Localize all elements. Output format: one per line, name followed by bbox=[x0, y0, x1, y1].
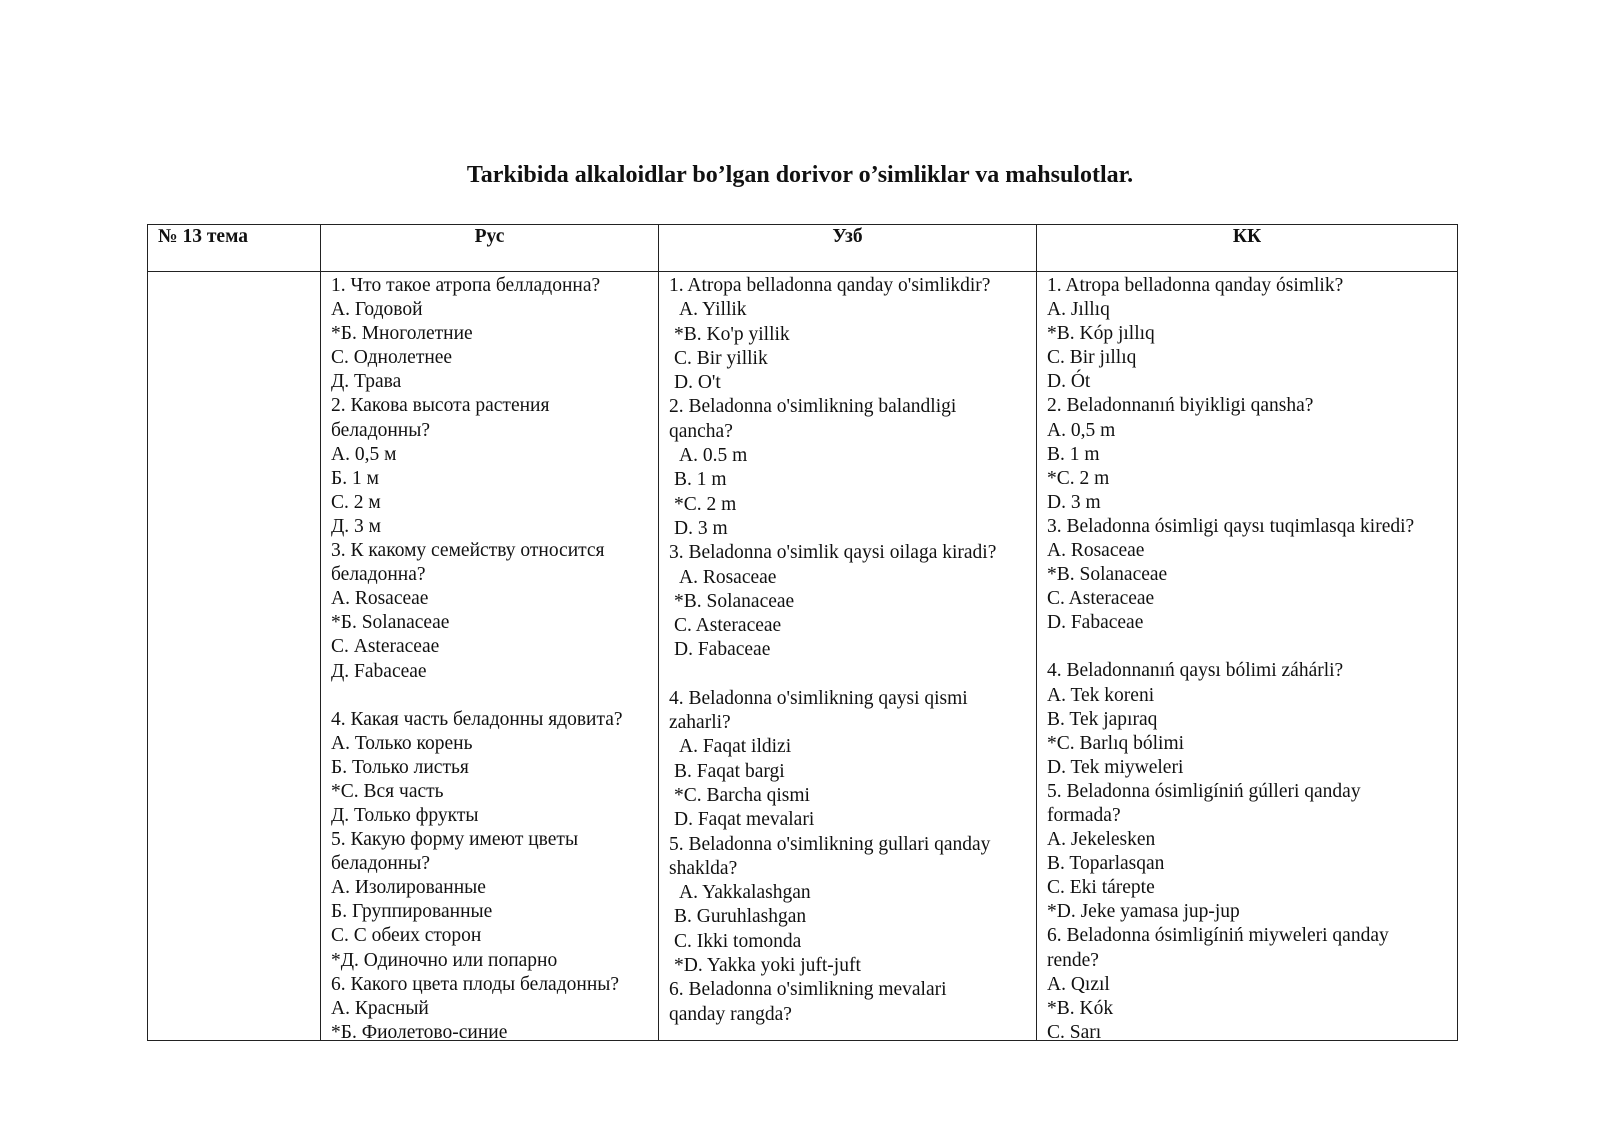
answer-option: Б. Группированные bbox=[331, 901, 493, 923]
blank-line bbox=[1047, 635, 1453, 659]
question-line: rende? bbox=[1047, 949, 1099, 971]
answer-option: *D. Jeke yamasa jup-jup bbox=[1047, 901, 1240, 923]
answer-option: A. Faqat ildizi bbox=[679, 736, 792, 758]
question-line: 2. Какова высота растения bbox=[331, 395, 550, 417]
header-russian: Рус bbox=[321, 225, 659, 272]
russian-questions bbox=[321, 272, 658, 1040]
header-topic: № 13 тема bbox=[148, 225, 321, 272]
answer-option: Д. Fabaceae bbox=[331, 660, 427, 682]
question-line: 5. Beladonna o'simlikning gullari qanday bbox=[669, 833, 991, 855]
question-line: 4. Beladonna o'simlikning qaysi qismi bbox=[669, 687, 968, 709]
question-line: 4. Какая часть беладонны ядовита? bbox=[331, 708, 623, 730]
answer-option: *C. 2 m bbox=[674, 493, 737, 515]
question-line: беладонны? bbox=[331, 853, 431, 875]
question-line: 1. Что такое атропа белладонна? bbox=[331, 275, 601, 296]
answer-option: *B. Ko'p yillik bbox=[674, 323, 790, 345]
question-line: 5. Какую форму имеют цветы bbox=[331, 829, 579, 851]
answer-option: C. Asteraceae bbox=[674, 615, 782, 637]
answer-option: А. Rosaceae bbox=[331, 588, 429, 610]
answer-option: *B. Kók bbox=[1047, 997, 1114, 1019]
question-line: 1. Atropa belladonna qanday o'simlikdir? bbox=[669, 275, 991, 296]
answer-option: A. Rosaceae bbox=[679, 566, 777, 588]
answer-option: B. 1 m bbox=[674, 469, 727, 491]
answer-option: А. Годовой bbox=[331, 299, 423, 321]
question-line: 6. Какого цвета плоды беладонны? bbox=[331, 973, 620, 995]
question-line: qancha? bbox=[669, 420, 733, 442]
answer-option: *C. Barlıq bólimi bbox=[1047, 732, 1185, 754]
answer-option: B. Tek japıraq bbox=[1047, 708, 1158, 730]
question-line: 6. Beladonna ósimligíniń miyweleri qanday bbox=[1047, 925, 1389, 947]
uzbek-column-cell bbox=[659, 272, 1037, 1041]
question-line: 1. Atropa belladonna qanday ósimlik? bbox=[1047, 275, 1344, 296]
question-line: беладонны? bbox=[331, 419, 431, 441]
answer-option: A. Tek koreni bbox=[1047, 684, 1155, 706]
answer-option: D. Ót bbox=[1047, 371, 1091, 393]
question-line: 2. Beladonnanıń biyikligi qansha? bbox=[1047, 395, 1314, 417]
table-header-row bbox=[148, 225, 1458, 272]
header-karakalpak: КК bbox=[1037, 225, 1458, 272]
answer-option: *Б. Solanaceae bbox=[331, 612, 450, 634]
answer-option: D. 3 m bbox=[674, 517, 728, 539]
answer-option: D. Faqat mevalari bbox=[674, 809, 815, 831]
answer-option: А. 0,5 м bbox=[331, 443, 397, 465]
answer-option: А. Красный bbox=[331, 997, 429, 1019]
question-line: 3. К какому семейству относится bbox=[331, 540, 605, 562]
answer-option: B. 1 m bbox=[1047, 443, 1100, 465]
answer-option: *B. Kóp jıllıq bbox=[1047, 323, 1155, 345]
answer-option: С. 2 м bbox=[331, 491, 381, 513]
table-body-row bbox=[148, 272, 1458, 1041]
karakalpak-questions bbox=[1037, 272, 1457, 1040]
question-line: беладонна? bbox=[331, 564, 426, 586]
answer-option: *Б. Многолетние bbox=[331, 323, 473, 345]
answer-option: Б. 1 м bbox=[331, 467, 379, 489]
header-uzbek: Узб bbox=[659, 225, 1037, 272]
answer-option: B. Guruhlashgan bbox=[674, 906, 807, 928]
answer-option: *С. Вся часть bbox=[331, 780, 444, 802]
question-line: 3. Beladonna o'simlik qaysi oilaga kiradi? bbox=[669, 542, 997, 564]
quiz-table bbox=[147, 224, 1458, 1041]
answer-option: C. Asteraceae bbox=[1047, 588, 1155, 610]
answer-option: D. 3 m bbox=[1047, 491, 1101, 513]
answer-option: D. Fabaceae bbox=[1047, 612, 1144, 634]
answer-option: *B. Solanaceae bbox=[674, 590, 795, 612]
question-line: zaharli? bbox=[669, 712, 731, 734]
answer-option: Д. Трава bbox=[331, 371, 402, 393]
uzbek-questions bbox=[659, 272, 1036, 1040]
karakalpak-column-cell bbox=[1037, 272, 1458, 1041]
answer-option: D. Tek miyweleri bbox=[1047, 756, 1184, 778]
question-line: 4. Beladonnanıń qaysı bólimi záhárli? bbox=[1047, 660, 1344, 682]
answer-option: *C. 2 m bbox=[1047, 467, 1110, 489]
question-line: 2. Beladonna o'simlikning balandligi bbox=[669, 396, 957, 418]
answer-option: C. Bir jıllıq bbox=[1047, 347, 1137, 369]
answer-option: B. Faqat bargi bbox=[674, 760, 785, 782]
russian-column-cell bbox=[321, 272, 659, 1041]
answer-option: С. С обеих сторон bbox=[331, 925, 482, 947]
question-line: formada? bbox=[1047, 804, 1121, 826]
answer-option: А. Только корень bbox=[331, 732, 473, 754]
answer-option: *D. Yakka yoki juft-juft bbox=[674, 955, 861, 977]
answer-option: С. Asteraceae bbox=[331, 636, 440, 658]
answer-option: А. Изолированные bbox=[331, 877, 486, 899]
answer-option: Б. Только листья bbox=[331, 756, 469, 778]
answer-option: С. Однолетнее bbox=[331, 347, 453, 369]
answer-option: A. Rosaceae bbox=[1047, 540, 1145, 562]
question-line: 3. Beladonna ósimligi qaysı tuqimlasqa kiredi? bbox=[1047, 515, 1415, 537]
answer-option: A. Jıllıq bbox=[1047, 299, 1110, 321]
answer-option: C. Sarı bbox=[1047, 1021, 1102, 1040]
answer-option: *B. Solanaceae bbox=[1047, 564, 1168, 586]
answer-option: C. Eki tárepte bbox=[1047, 877, 1155, 899]
answer-option: A. Qızıl bbox=[1047, 973, 1110, 995]
question-line: qanday rangda? bbox=[669, 1003, 792, 1025]
blank-line bbox=[331, 684, 654, 708]
document-title: Tarkibida alkaloidlar bo’lgan dorivor o’simliklar va mahsulotlar. bbox=[466, 162, 1134, 188]
answer-option: D. Fabaceae bbox=[674, 639, 771, 661]
answer-option: A. 0,5 m bbox=[1047, 419, 1116, 441]
answer-option: Д. 3 м bbox=[331, 515, 382, 537]
question-line: shaklda? bbox=[669, 857, 738, 879]
answer-option: *Д. Одиночно или попарно bbox=[331, 949, 558, 971]
answer-option: A. 0.5 m bbox=[679, 445, 748, 467]
question-line: 6. Beladonna o'simlikning mevalari bbox=[669, 979, 947, 1001]
answer-option: *Б. Фиолетово-синие bbox=[331, 1021, 508, 1040]
answer-option: A. Yakkalashgan bbox=[679, 882, 811, 904]
answer-option: C. Bir yillik bbox=[674, 347, 768, 369]
answer-option: C. Ikki tomonda bbox=[674, 930, 802, 952]
answer-option: D. O't bbox=[674, 372, 721, 394]
answer-option: Д. Только фрукты bbox=[331, 804, 479, 826]
answer-option: A. Jekelesken bbox=[1047, 829, 1156, 851]
answer-option: A. Yillik bbox=[679, 299, 747, 321]
answer-option: B. Toparlasqan bbox=[1047, 853, 1165, 875]
blank-line bbox=[669, 663, 1032, 687]
topic-cell bbox=[148, 272, 321, 1041]
question-line: 5. Beladonna ósimligíniń gúlleri qanday bbox=[1047, 780, 1361, 802]
answer-option: *C. Barcha qismi bbox=[674, 784, 810, 806]
